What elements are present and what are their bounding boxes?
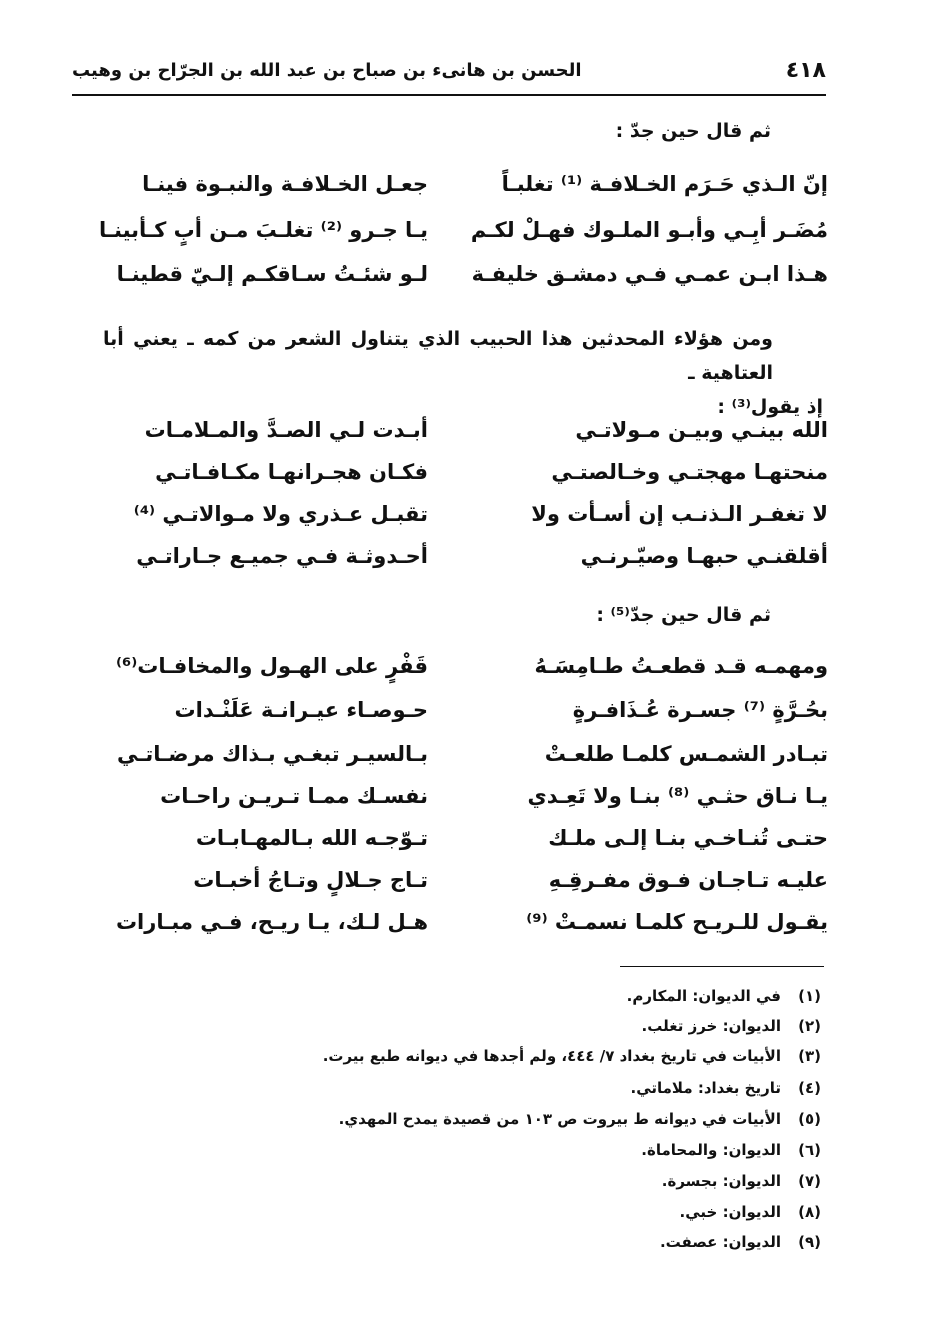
verse-line <box>100 646 828 686</box>
verse-line <box>100 860 828 900</box>
running-title: الحسن بن هانىء بن صباح بن عبد الله بن الجرّاح بن وهيب <box>72 60 582 81</box>
footnote <box>101 1105 821 1133</box>
first-hemistich: مُضَـر أبِـي وأبـو الملـوك فهـلْ لكـم <box>470 218 828 242</box>
footnote-number: (٤) <box>798 1079 821 1097</box>
first-hemistich: أقلقنـي حبهـا وصيّـرنـي <box>580 544 828 568</box>
footnote-number: (٥) <box>798 1110 821 1128</box>
first-hemistich: عليـه تـاجـان فـوق مفـرقِـهِ <box>548 868 828 892</box>
footnote-text: الديوان: عصفت. <box>659 1233 781 1251</box>
footnote <box>301 1198 821 1226</box>
footnote-text: الديوان: خبي. <box>679 1203 781 1221</box>
second-hemistich: هـل لـك، يـا ريـح، فـي مبـارات <box>115 910 428 934</box>
second-hemistich: أحـدوثـة فـي جميـع جـاراتـي <box>136 544 428 568</box>
footnote-number: (٢) <box>798 1017 821 1035</box>
first-hemistich: منحتهـا مهجتـي وخـالصتـي <box>551 460 828 484</box>
prose-line: إذ يقول⁽³⁾ : <box>717 396 823 418</box>
second-hemistich: تـوّجـه الله بـالمهـابـات <box>195 826 428 850</box>
footnote-text: الديوان: بجسرة. <box>661 1172 781 1190</box>
second-hemistich: جعـل الخـلافـة والنبـوة فينـا <box>142 172 428 196</box>
footnote-number: (٧) <box>798 1172 821 1190</box>
footnote-text: الأبيات في تاريخ بغداد ٧/ ٤٤٤، ولم أجدها في ديوانه طبع بيرت. <box>322 1047 781 1065</box>
verse-line <box>100 776 828 816</box>
first-hemistich: الله بينـي وبيـن مـولاتـي <box>575 418 828 442</box>
footnote-number: (٣) <box>798 1047 821 1065</box>
footnote <box>301 1074 821 1102</box>
page-header <box>72 56 826 96</box>
verse-line <box>100 734 828 774</box>
second-hemistich: أبـدت لـي الصـدَّ والمـلامـات <box>144 418 428 442</box>
footnote-number: (٨) <box>798 1203 821 1221</box>
footnote <box>301 1136 821 1164</box>
second-hemistich: لـو شئـتُ سـاقكـم إلـيّ قطينـا <box>116 262 428 286</box>
verse-line <box>100 210 828 250</box>
footnote <box>301 982 821 1010</box>
first-hemistich: حتـى تُنـاخـي بنـا إلـى ملـك <box>548 826 828 850</box>
second-hemistich: تقبـل عـذري ولا مـوالاتـي ⁽⁴⁾ <box>133 502 428 526</box>
second-hemistich: بـالسيـر تبغـي بـذاك مرضـاتـي <box>116 742 428 766</box>
footnote-text: في الديوان: المكارم. <box>626 987 781 1005</box>
first-hemistich: تبـادر الشمـس كلمـا طلعـتْ <box>544 742 828 766</box>
prose-paragraph <box>103 322 823 424</box>
verse-line <box>100 410 828 450</box>
first-hemistich: يـا نـاق حثـي ⁽⁸⁾ بنـا ولا تَعِـدي <box>527 784 828 808</box>
second-hemistich: فكـان هجـرانهـا مكـافـاتـي <box>155 460 428 484</box>
first-hemistich: لا تغفـر الـذنـب إن أسـأت ولا <box>531 502 828 526</box>
second-hemistich: حـوصـاء عيـرانـة عَلَنْـدات <box>174 698 428 722</box>
footnote-number: (٦) <box>798 1141 821 1159</box>
second-hemistich: تـاج جـلالٍ وتـاجُ أخبـات <box>193 868 428 892</box>
verse-line <box>100 690 828 730</box>
first-hemistich: بحُـرَّةٍ ⁽⁷⁾ جسـرة عُـذَافـرةٍ <box>572 698 828 722</box>
footnote-text: تاريخ بغداد: ملاماتي. <box>630 1079 781 1097</box>
prose-line: ومن هؤلاء المحدثين هذا الحبيب الذي يتناول الشعر من كمه ـ يعني أبا العتاهية ـ <box>103 328 773 384</box>
verse-line <box>100 902 828 942</box>
footnote-text: الأبيات في ديوانه ط بيروت ص ١٠٣ من قصيدة يمدح المهدي. <box>338 1110 781 1128</box>
footnote-text: الديوان: خرز تغلب. <box>641 1017 781 1035</box>
verse-line <box>100 494 828 534</box>
first-hemistich: ومهمـه قـد قطعـتُ طـامِسَـهُ <box>534 654 828 678</box>
second-hemistich: نفسـك ممـا تـريـن راحـات <box>160 784 428 808</box>
footnote-number: (١) <box>798 987 821 1005</box>
footnote-text: الديوان: والمحاماة. <box>641 1141 781 1159</box>
second-hemistich: يـا جـرو ⁽²⁾ تغلـبَ مـن أبٍ كـأبينـا <box>98 218 428 242</box>
footnote <box>101 1042 821 1070</box>
first-hemistich: هـذا ابـن عمـي فـي دمشـق خليفـة <box>471 262 828 286</box>
footnote-number: (٩) <box>798 1233 821 1251</box>
verse-line <box>100 818 828 858</box>
second-hemistich: قَفْرٍ على الهـول والمخافـات⁽⁶⁾ <box>115 654 428 678</box>
section-intro: ثم قال حين جدّ⁽⁵⁾ : <box>596 604 771 626</box>
verse-line <box>100 536 828 576</box>
verse-line <box>100 452 828 492</box>
footnote <box>301 1167 821 1195</box>
section-intro: ثم قال حين جدّ : <box>615 120 771 142</box>
verse-line <box>100 164 828 204</box>
footnote-divider <box>620 966 824 967</box>
footnote <box>301 1228 821 1256</box>
verse-line <box>100 254 828 294</box>
footnote <box>301 1012 821 1040</box>
first-hemistich: يقـول للـريـح كلمـا نسمـتْ ⁽⁹⁾ <box>526 910 828 934</box>
first-hemistich: إنّ الـذي حَـرَم الخـلافـة ⁽¹⁾ تغلبـاً <box>501 172 828 196</box>
page-number: ٤١٨ <box>785 58 826 83</box>
